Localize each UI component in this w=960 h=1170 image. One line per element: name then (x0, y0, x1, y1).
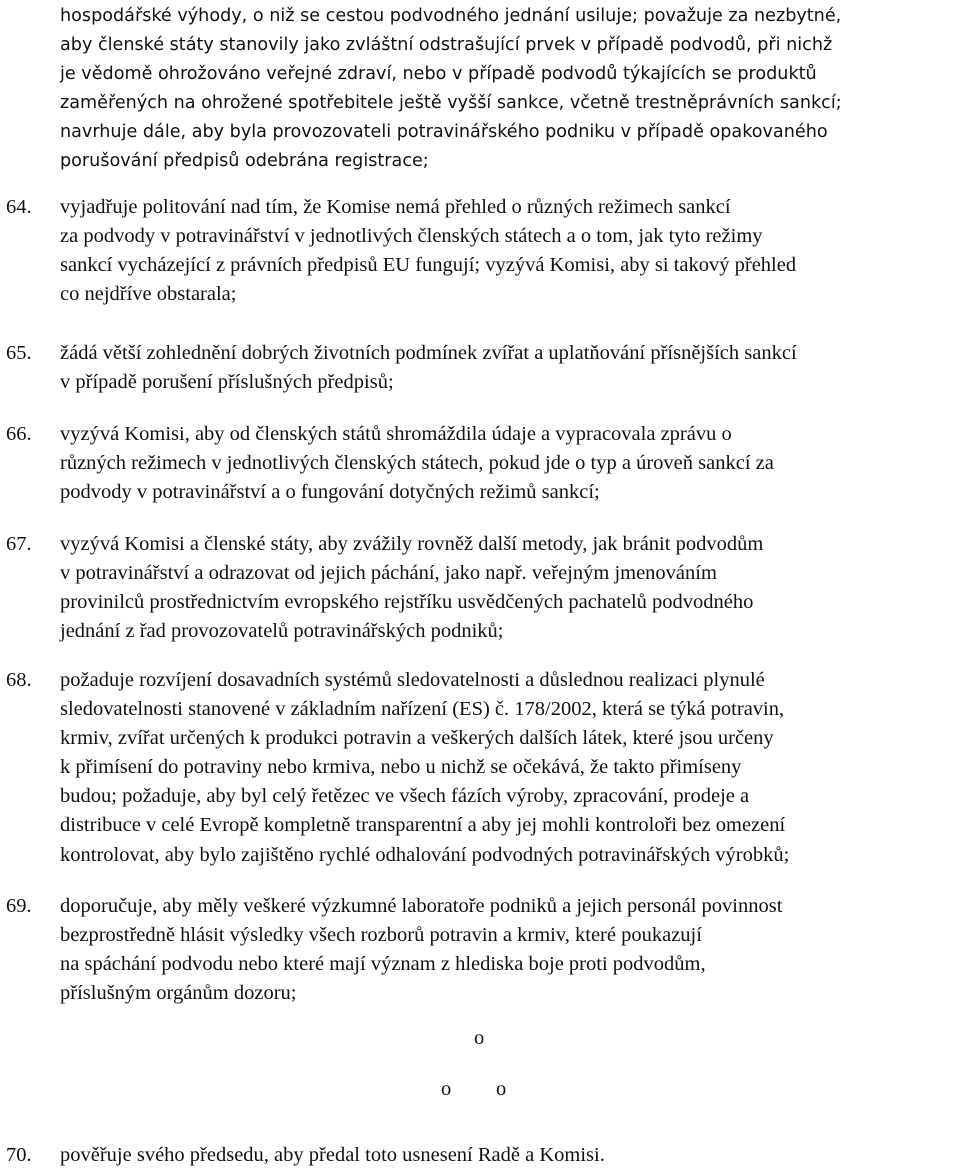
separator-mark-bottom-right: o (496, 1078, 507, 1100)
paragraph-number: 68. (6, 669, 32, 691)
paragraph-number: 66. (6, 423, 32, 445)
paragraph-number: 70. (6, 1144, 32, 1166)
paragraph-text: doporučuje, aby měly veškeré výzkumné laboratoře podniků a jejich personál povinnost bezprostředně hlásit výsledky všech rozborů potravin a krmiv, které poukazují na spáchání podvodu nebo které mají význam z hlediska boje proti podvodům, příslušným orgánům dozoru; (60, 895, 783, 1005)
paragraph-number: 69. (6, 895, 32, 917)
paragraph-text: vyjadřuje politování nad tím, že Komise nemá přehled o různých režimech sankcí za podvody v potravinářství v jednotlivých členských státech a o tom, jak tyto režimy sankcí vycházející z právních předpisů EU fungují; vyzývá Komisi, aby si takový přehled co nejdříve obstarala; (60, 196, 797, 306)
paragraph-number: 64. (6, 196, 32, 218)
paragraph-number: 67. (6, 533, 32, 555)
separator-mark-top: o (474, 1027, 485, 1049)
paragraph-number: 65. (6, 342, 32, 364)
continued-paragraph-text: hospodářské výhody, o niž se cestou podvodného jednání usiluje; považuje za nezbytné, aby členské státy stanovily jako zvláštní odstrašující prvek v případě podvodů, při nichž je vědomě ohrožováno veřejné zdraví, nebo v případě podvodů týkajících se produktů zaměřených na ohrožené spotřebitele ještě vyšší sankce, včetně trestněprávních sankcí; navrhuje dále, aby byla provozovateli potravinářského podniku v případě opakovaného porušování předpisů odebrána registrace; (60, 6, 842, 172)
separator-mark-bottom-left: o (441, 1078, 452, 1100)
paragraph-text: žádá větší zohlednění dobrých životních podmínek zvířat a uplatňování přísnějších sankcí v případě porušení příslušných předpisů; (60, 342, 797, 394)
paragraph-text: pověřuje svého předsedu, aby předal toto usnesení Radě a Komisi. (60, 1144, 605, 1166)
paragraph-text: vyzývá Komisi a členské státy, aby zvážily rovněž další metody, jak bránit podvodům v potravinářství a odrazovat od jejich páchání, jako např. veřejným jmenováním provinilců prostřednictvím evropského rejstříku usvědčených pachatelů podvodného jednání z řad provozovatelů potravinářských podniků; (60, 533, 764, 643)
paragraph-text: požaduje rozvíjení dosavadních systémů sledovatelnosti a důslednou realizaci plynulé sledovatelnosti stanovené v základním nařízení (ES) č. 178/2002, která se týká potravin, krmiv, zvířat určených k produkci potravin a veškerých dalších látek, které jsou určeny k přimísení do potraviny nebo krmiva, nebo u nichž se očekává, že takto přimíseny budou; požaduje, aby byl celý řetězec ve všech fázích výroby, zpracování, prodeje a distribuce v celé Evropě kompletně transparentní a aby jej mohli kontroloři bez omezení kontrolovat, aby bylo zajištěno rychlé odhalování podvodných potravinářských výrobků; (60, 669, 790, 866)
paragraph-text: vyzývá Komisi, aby od členských států shromáždila údaje a vypracovala zprávu o různých režimech v jednotlivých členských státech, pokud jde o typ a úroveň sankcí za podvody v potravinářství a o fungování dotyčných režimů sankcí; (60, 423, 774, 504)
